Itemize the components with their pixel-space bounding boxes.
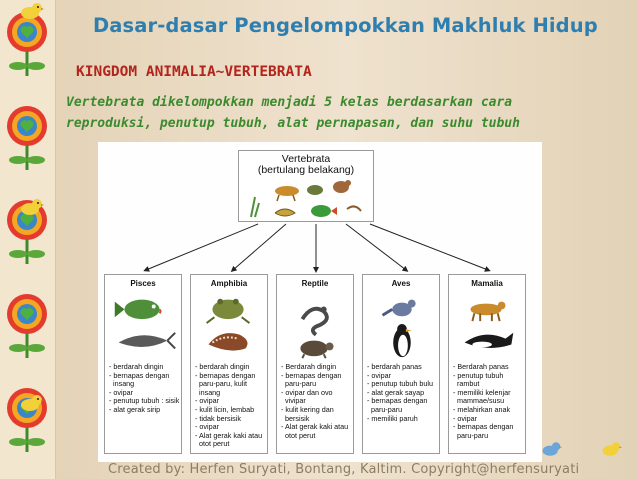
trait-item: - ovipar xyxy=(367,372,441,381)
trait-item: - penutup tubuh rambut xyxy=(453,372,527,389)
bird-illustration xyxy=(363,289,439,361)
vertebrata-root-box xyxy=(238,150,374,222)
class-box-mamalia xyxy=(448,274,526,454)
class-name: Reptile xyxy=(301,279,329,288)
class-name: Amphibia xyxy=(210,279,248,288)
trait-item: - bernapas dengan paru-paru xyxy=(367,397,441,414)
class-name: Mamalia xyxy=(471,279,503,288)
trait-item: - ovipar xyxy=(195,397,269,406)
class-box-pisces xyxy=(104,274,182,454)
class-box-aves xyxy=(362,274,440,454)
connector-arrow xyxy=(346,224,406,270)
description-line: Vertebrata dikelompokkan menjadi 5 kelas berdasarkan cara xyxy=(66,95,513,110)
bird-icon xyxy=(600,438,622,460)
slide-title: Dasar-dasar Pengelompokkan Makhluk Hidup xyxy=(93,14,598,37)
bird-icon xyxy=(18,196,44,218)
class-name: Aves xyxy=(391,279,411,288)
trait-item: - ovipar xyxy=(195,423,269,432)
connector-arrow xyxy=(370,224,488,270)
description-line: reproduksi, penutup tubuh, alat pernapasan, dan suhu tubuh xyxy=(66,116,520,131)
class-name: Pisces xyxy=(130,279,156,288)
trait-item: - melahirkan anak xyxy=(453,406,527,415)
trait-item: - memiliki paruh xyxy=(367,415,441,424)
trait-item: - ovipar xyxy=(109,389,183,398)
bird-icon xyxy=(18,392,44,414)
trait-item: - kulit kering dan bersisik xyxy=(281,406,355,423)
trait-item: - bernapas dengan insang xyxy=(109,372,183,389)
root-label xyxy=(239,154,373,176)
trait-item: - berdarah dingin xyxy=(195,363,269,372)
reptile-illustration xyxy=(277,289,353,361)
flower-icon xyxy=(2,290,52,360)
vertebrata-animals-illustration xyxy=(245,177,369,221)
mammal-illustration xyxy=(449,289,525,361)
root-label-line: Vertebrata xyxy=(281,153,331,165)
bird-icon xyxy=(540,438,562,460)
trait-item: - bernapas dengan paru-paru xyxy=(281,372,355,389)
slide-footer: Created by: Herfen Suryati, Bontang, Kaltim. Copyright@herfensuryati xyxy=(108,462,580,477)
trait-list xyxy=(195,363,269,449)
class-box-amphibia xyxy=(190,274,268,454)
trait-item: - penutup tubuh bulu xyxy=(367,380,441,389)
trait-item: - alat gerak sirip xyxy=(109,406,183,415)
bird-icon xyxy=(18,0,44,22)
trait-item: - berdarah panas xyxy=(367,363,441,372)
trait-list xyxy=(367,363,441,423)
trait-list xyxy=(109,363,183,415)
trait-list xyxy=(453,363,527,440)
trait-item: - berdarah dingin xyxy=(109,363,183,372)
frog-illustration xyxy=(191,289,267,361)
slide-subtitle: KINGDOM ANIMALIA~VERTEBRATA xyxy=(76,64,312,80)
root-label-line: (bertulang belakang) xyxy=(257,164,355,176)
trait-item: - Berdarah panas xyxy=(453,363,527,372)
flower-icon xyxy=(2,102,52,172)
trait-item: - penutup tubuh : sisik xyxy=(109,397,183,406)
trait-item: - tidak bersisik xyxy=(195,415,269,424)
trait-item: - Berdarah dingin xyxy=(281,363,355,372)
class-box-reptile xyxy=(276,274,354,454)
trait-item: - Alat gerak kaki atau otot perut xyxy=(195,432,269,449)
trait-item: - ovipar dan ovo vivipar xyxy=(281,389,355,406)
trait-item: - ovipar xyxy=(453,415,527,424)
trait-item: - Alat gerak kaki atau otot perut xyxy=(281,423,355,440)
trait-list xyxy=(281,363,355,440)
trait-item: - memiliki kelenjar mammae/susu xyxy=(453,389,527,406)
trait-item: - alat gerak sayap xyxy=(367,389,441,398)
trait-item: - kulit licin, lembab xyxy=(195,406,269,415)
fish-illustration xyxy=(105,289,181,361)
slide-description xyxy=(66,92,631,134)
trait-item: - bernapas dengan paru-paru, kulit insang xyxy=(195,372,269,398)
vertebrata-diagram xyxy=(98,142,542,462)
trait-item: - bernapas dengan paru-paru xyxy=(453,423,527,440)
